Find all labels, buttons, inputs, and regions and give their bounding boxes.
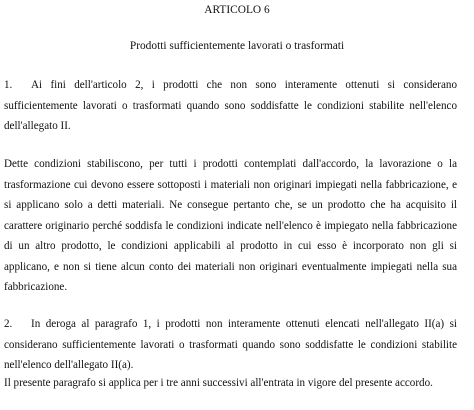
paragraph-text: In deroga al paragrafo 1, i prodotti non interamente ottenuti elencati nell'allegato II(a) si considerano sufficientemente lavorati o trasformati quando sono soddisfatte le condizioni stabilite nell'elenco dell'allegato II(a).	[4, 318, 457, 371]
article-title: ARTICOLO 6	[204, 4, 270, 16]
paragraph-1	[4, 75, 457, 137]
paragraph-2-continuation	[4, 373, 457, 394]
paragraph-number: 1.	[4, 79, 13, 91]
paragraph-1-continuation	[4, 154, 457, 298]
paragraph-text: Dette condizioni stabiliscono, per tutti i prodotti contemplati dall'accordo, la lavorazione o la trasformazione cui devono essere sottoposti i materiali non originari impiegati nella fabbricazione, e si applicano solo a detti materiali. Ne consegue pertanto che, se un prodotto che ha acquisito il carattere originario perché soddisfa le condizioni indicate nell'elenco è impiegato nella fabbricazione di un altro prodotto, le condizioni applicabili al prodotto in cui esso è incorporato non gli si applicano, e non si tiene alcun conto dei materiali non originari eventualmente impiegati nella sua fabbricazione.	[4, 158, 457, 293]
article-subtitle: Prodotti sufficientemente lavorati o trasformati	[129, 40, 345, 52]
paragraph-text: Ai fini dell'articolo 2, i prodotti che non sono interamente ottenuti si considerano sufficientemente lavorati o trasformati quando sono soddisfatte le condizioni stabilite nell'elenco dell'allegato II.	[4, 79, 457, 132]
paragraph-2	[4, 314, 457, 376]
paragraph-text: Il presente paragrafo si applica per i tre anni successivi all'entrata in vigore del presente accordo.	[4, 377, 433, 389]
paragraph-number: 2.	[4, 318, 13, 330]
